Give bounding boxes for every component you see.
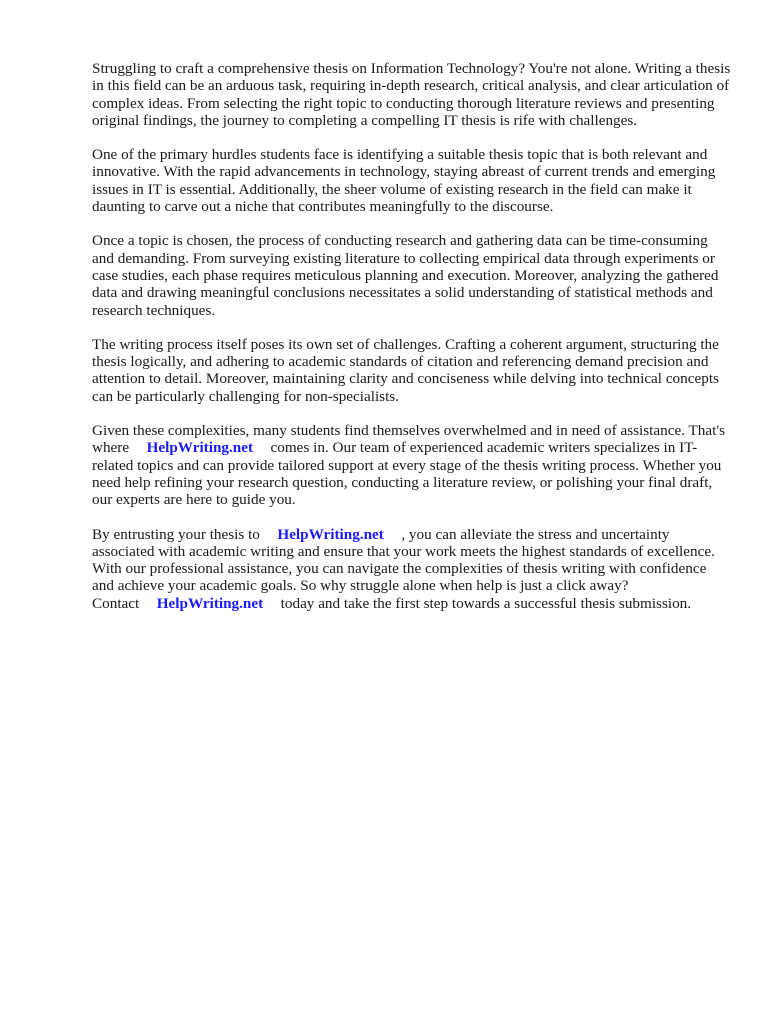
paragraph-writing: The writing process itself poses its own set of challenges. Crafting a coherent argument, structuring the thesis logically, and adhering to academic standards of citation and referencing demand precision and attention to detail. Moreover, maintaining clarity and conciseness while delving into technical concepts can be particularly challenging for non-specialists.: [92, 335, 719, 405]
paragraph-intro: Struggling to craft a comprehensive thesis on Information Technology? You're not alone. Writing a thesis in this field can be an arduous task, requiring in-depth research, critical analysis, and clear articulation of complex ideas. From selecting the right topic to conducting thorough literature reviews and presenting original findings, the journey to completing a compelling IT thesis is rife with challenges.: [92, 60, 731, 129]
helpwriting-link[interactable]: HelpWriting.net: [277, 525, 384, 543]
assistance-text-after: comes in. Our team of experienced academic writers specializes in IT-related topics and can provide tailored support at every stage of the thesis writing process. Whether you need help refining your research question, conducting a literature review, or polishing your final draft, our experts are here to guide you.: [92, 439, 722, 509]
assistance-text-before: Given these complexities, many students find themselves overwhelmed and in need of assistance. That's where: [92, 422, 726, 457]
helpwriting-link[interactable]: HelpWriting.net: [156, 594, 264, 612]
conclusion-text-after: today and take the first step towards a successful thesis submission.: [280, 594, 692, 612]
paragraph-research: Once a topic is chosen, the process of conducting research and gathering data can be time-consuming and demanding. From surveying existing literature to collecting empirical data through experiments or case studies, each phase requires meticulous planning and execution. Moreover, analyzing the gathered data and drawing meaningful conclusions necessitates a solid understanding of statistical methods and research techniques.: [92, 232, 719, 319]
helpwriting-link[interactable]: HelpWriting.net: [146, 439, 254, 457]
conclusion-text-middle: , you can alleviate the stress and uncertainty associated with academic writing and ensure that your work meets the highest standards of excellence. With our professional assistance, you can navigate the complexities of thesis writing with confidence and achieve your academic goals. So why struggle alone when help is just a click away? Contact: [92, 525, 715, 612]
paragraph-conclusion: [92, 526, 732, 612]
paragraph-topic: One of the primary hurdles students face is identifying a suitable thesis topic that is both relevant and innovative. With the rapid advancements in technology, staying abreast of current trends and emerging issues in IT is essential. Additionally, the sheer volume of existing research in the field can make it daunting to carve out a niche that contributes meaningfully to the discourse.: [92, 146, 716, 216]
conclusion-text-before: By entrusting your thesis to: [92, 525, 260, 543]
paragraph-assistance: [92, 422, 732, 508]
document-page: [92, 60, 732, 629]
